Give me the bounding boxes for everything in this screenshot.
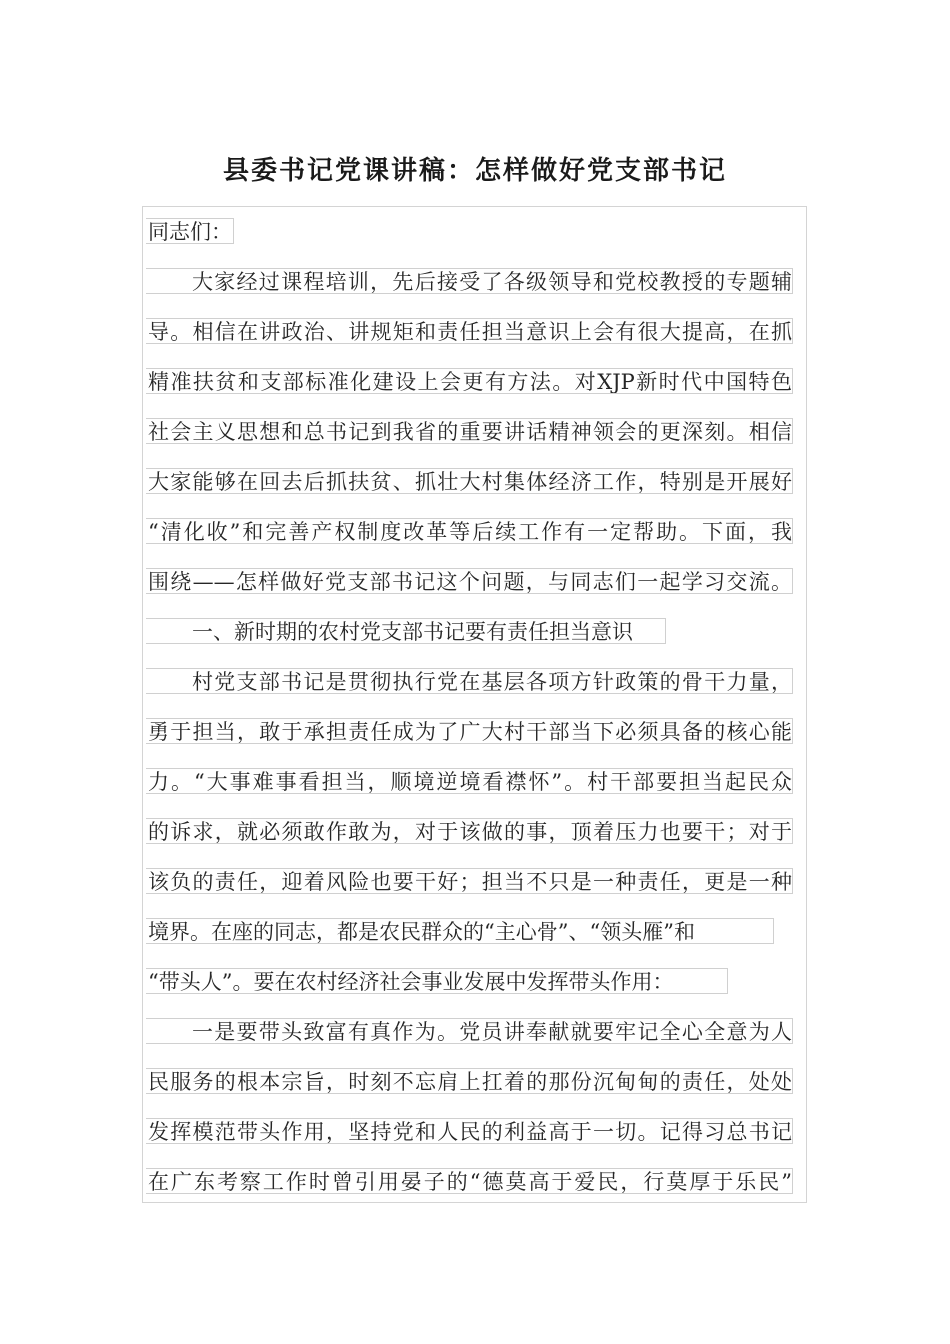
text-line: 社会主义思想和总书记到我省的重要讲话精神领会的更深刻。相信 bbox=[148, 420, 792, 444]
text-line: 该负的责任，迎着风险也要干好；担当不只是一种责任，更是一种 bbox=[148, 870, 792, 894]
section-heading: 一、新时期的农村党支部书记要有责任担当意识 bbox=[146, 618, 666, 644]
text-line: 境界。在座的同志，都是农民群众的“主心骨”、“领头雁”和 bbox=[146, 918, 774, 944]
text-line: 大家经过课程培训，先后接受了各级领导和党校教授的专题辅 bbox=[146, 268, 793, 294]
document-title: 县委书记党课讲稿：怎样做好党支部书记 bbox=[222, 156, 727, 186]
text-line: 发挥模范带头作用，坚持党和人民的利益高于一切。记得习总书记 bbox=[148, 1120, 792, 1144]
text-line: 同志们： bbox=[148, 220, 232, 244]
text-line: 围绕——怎样做好党支部书记这个问题，与同志们一起学习交流。 bbox=[148, 570, 792, 594]
text-line: 大家能够在回去后抓扶贫、抓壮大村集体经济工作，特别是开展好 bbox=[148, 470, 792, 494]
text-line: 精准扶贫和支部标准化建设上会更有方法。对XJP新时代中国特色 bbox=[148, 370, 792, 394]
text-line: “带头人”。要在农村经济社会事业发展中发挥带头作用： bbox=[146, 968, 728, 994]
document-body-frame bbox=[142, 206, 807, 1203]
text-line: 导。相信在讲政治、讲规矩和责任担当意识上会有很大提高，在抓 bbox=[148, 320, 792, 344]
text-line: 的诉求，就必须敢作敢为，对于该做的事，顶着压力也要干；对于 bbox=[148, 820, 792, 844]
text-line: 村党支部书记是贯彻执行党在基层各项方针政策的骨干力量， bbox=[146, 668, 793, 694]
text-line: 勇于担当，敢于承担责任成为了广大村干部当下必须具备的核心能 bbox=[148, 720, 792, 744]
text-line: 民服务的根本宗旨，时刻不忘肩上扛着的那份沉甸甸的责任，处处 bbox=[148, 1070, 792, 1094]
text-line: “清化收”和完善产权制度改革等后续工作有一定帮助。下面，我 bbox=[148, 520, 792, 544]
text-line: 一是要带头致富有真作为。党员讲奉献就要牢记全心全意为人 bbox=[146, 1018, 793, 1044]
text-line: 在广东考察工作时曾引用晏子的“德莫高于爱民，行莫厚于乐民” bbox=[148, 1170, 792, 1194]
text-line: 力。“大事难事看担当，顺境逆境看襟怀”。村干部要担当起民众 bbox=[148, 770, 792, 794]
